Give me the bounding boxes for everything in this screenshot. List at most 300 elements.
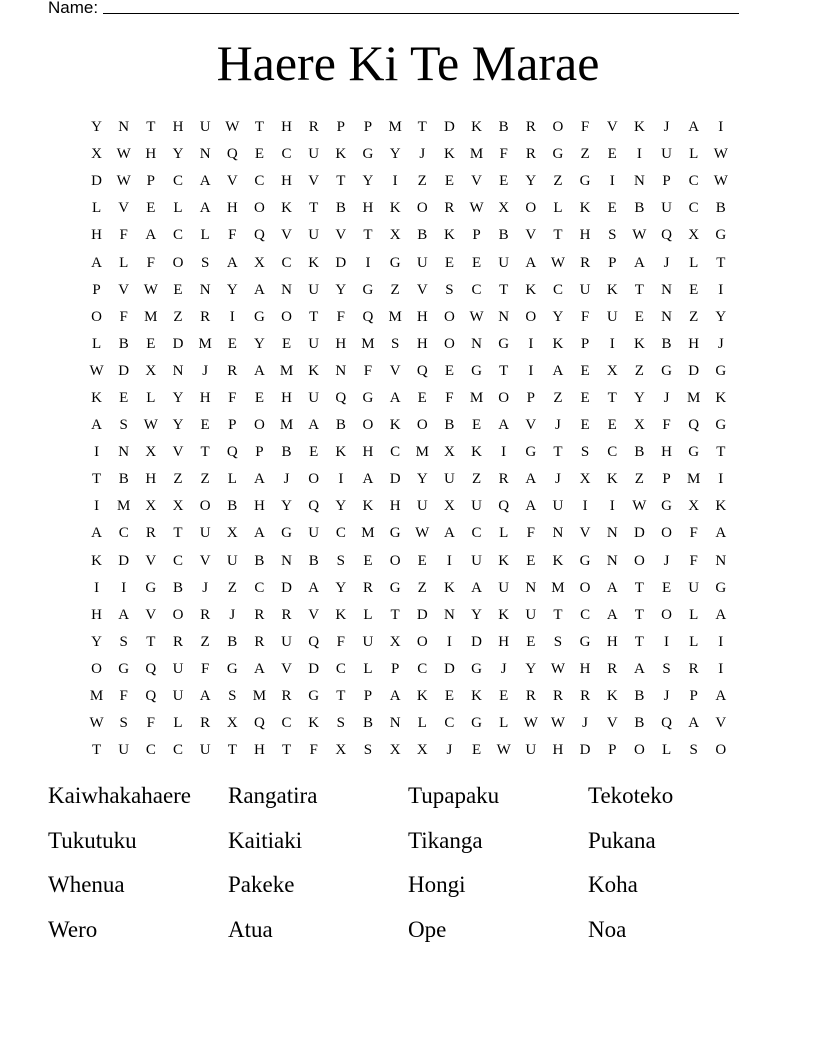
- grid-letter[interactable]: Y: [633, 389, 645, 406]
- grid-letter[interactable]: A: [199, 173, 211, 190]
- grid-letter[interactable]: B: [634, 200, 645, 217]
- grid-letter[interactable]: U: [362, 633, 374, 650]
- grid-letter[interactable]: U: [661, 200, 672, 217]
- grid-letter[interactable]: O: [172, 606, 184, 623]
- grid-letter[interactable]: U: [172, 688, 184, 705]
- grid-letter[interactable]: U: [416, 498, 428, 515]
- grid-letter[interactable]: N: [118, 119, 130, 136]
- grid-letter[interactable]: N: [199, 146, 211, 163]
- grid-letter[interactable]: M: [415, 444, 429, 461]
- grid-letter[interactable]: F: [309, 742, 318, 759]
- grid-letter[interactable]: K: [498, 552, 510, 569]
- grid-letter[interactable]: T: [91, 471, 102, 488]
- grid-letter[interactable]: S: [608, 227, 617, 244]
- grid-letter[interactable]: X: [443, 444, 455, 461]
- grid-letter[interactable]: A: [633, 660, 645, 677]
- grid-letter[interactable]: V: [335, 227, 347, 244]
- grid-letter[interactable]: E: [607, 417, 617, 434]
- grid-letter[interactable]: G: [145, 579, 157, 596]
- grid-letter[interactable]: X: [253, 254, 265, 271]
- grid-letter[interactable]: O: [498, 389, 510, 406]
- grid-letter[interactable]: K: [552, 552, 564, 569]
- grid-letter[interactable]: P: [390, 660, 400, 677]
- grid-letter[interactable]: W: [89, 362, 104, 379]
- grid-letter[interactable]: M: [198, 335, 212, 352]
- grid-letter[interactable]: U: [199, 119, 211, 136]
- grid-letter[interactable]: N: [661, 281, 672, 298]
- grid-letter[interactable]: W: [89, 715, 104, 732]
- grid-letter[interactable]: X: [688, 498, 700, 515]
- grid-letter[interactable]: X: [688, 227, 700, 244]
- grid-letter[interactable]: A: [253, 362, 265, 379]
- grid-letter[interactable]: V: [579, 525, 591, 542]
- grid-letter[interactable]: J: [663, 688, 670, 705]
- grid-letter[interactable]: E: [607, 146, 617, 163]
- grid-letter[interactable]: H: [281, 389, 292, 406]
- grid-letter[interactable]: A: [145, 227, 157, 244]
- grid-letter[interactable]: E: [661, 579, 672, 596]
- grid-letter[interactable]: Y: [253, 335, 265, 352]
- grid-letter[interactable]: E: [227, 335, 237, 352]
- grid-letter[interactable]: R: [254, 633, 265, 650]
- grid-letter[interactable]: F: [526, 525, 535, 542]
- grid-letter[interactable]: R: [525, 688, 536, 705]
- grid-letter[interactable]: G: [715, 579, 727, 596]
- grid-letter[interactable]: K: [606, 281, 618, 298]
- grid-letter[interactable]: I: [609, 335, 615, 352]
- grid-letter[interactable]: V: [145, 606, 157, 623]
- grid-letter[interactable]: W: [632, 227, 647, 244]
- grid-letter[interactable]: O: [443, 335, 455, 352]
- grid-letter[interactable]: R: [525, 119, 536, 136]
- grid-letter[interactable]: W: [116, 173, 131, 190]
- grid-letter[interactable]: D: [688, 362, 700, 379]
- grid-letter[interactable]: W: [550, 660, 566, 677]
- grid-letter[interactable]: J: [500, 660, 507, 677]
- grid-letter[interactable]: A: [389, 389, 401, 406]
- grid-letter[interactable]: Q: [362, 308, 374, 325]
- grid-letter[interactable]: B: [254, 552, 265, 569]
- grid-letter[interactable]: R: [688, 660, 699, 677]
- grid-letter[interactable]: P: [608, 742, 617, 759]
- grid-letter[interactable]: M: [388, 119, 402, 136]
- grid-letter[interactable]: X: [226, 525, 238, 542]
- grid-letter[interactable]: Z: [200, 633, 210, 650]
- grid-letter[interactable]: I: [365, 254, 371, 271]
- grid-letter[interactable]: V: [525, 417, 537, 434]
- grid-letter[interactable]: R: [580, 254, 591, 271]
- grid-letter[interactable]: F: [119, 308, 128, 325]
- grid-letter[interactable]: B: [417, 227, 428, 244]
- grid-letter[interactable]: H: [226, 200, 238, 217]
- grid-letter[interactable]: M: [89, 688, 104, 705]
- grid-letter[interactable]: O: [552, 119, 564, 136]
- grid-letter[interactable]: F: [119, 227, 128, 244]
- grid-letter[interactable]: R: [200, 715, 211, 732]
- grid-letter[interactable]: I: [528, 362, 534, 379]
- grid-letter[interactable]: T: [553, 444, 563, 461]
- grid-letter[interactable]: I: [718, 281, 724, 298]
- grid-letter[interactable]: G: [579, 173, 591, 190]
- grid-letter[interactable]: I: [121, 579, 127, 596]
- grid-letter[interactable]: R: [444, 200, 455, 217]
- grid-letter[interactable]: J: [555, 417, 561, 434]
- grid-letter[interactable]: Q: [145, 688, 157, 705]
- grid-letter[interactable]: Y: [715, 308, 727, 325]
- grid-letter[interactable]: N: [633, 173, 645, 190]
- grid-letter[interactable]: U: [308, 146, 320, 163]
- grid-letter[interactable]: C: [281, 146, 292, 163]
- grid-letter[interactable]: I: [718, 119, 724, 136]
- grid-letter[interactable]: N: [498, 308, 510, 325]
- grid-letter[interactable]: Y: [362, 173, 374, 190]
- grid-letter[interactable]: E: [499, 688, 509, 705]
- grid-letter[interactable]: G: [579, 552, 591, 569]
- grid-letter[interactable]: X: [335, 742, 347, 759]
- grid-letter[interactable]: Q: [308, 633, 320, 650]
- grid-letter[interactable]: E: [309, 444, 319, 461]
- grid-letter[interactable]: T: [634, 281, 644, 298]
- grid-letter[interactable]: X: [389, 633, 401, 650]
- grid-letter[interactable]: O: [253, 417, 265, 434]
- grid-letter[interactable]: A: [715, 606, 727, 623]
- grid-letter[interactable]: G: [362, 281, 374, 298]
- grid-letter[interactable]: B: [281, 444, 292, 461]
- grid-letter[interactable]: I: [501, 444, 507, 461]
- grid-letter[interactable]: Z: [173, 308, 183, 325]
- grid-letter[interactable]: J: [446, 742, 453, 759]
- grid-letter[interactable]: Y: [389, 146, 401, 163]
- grid-letter[interactable]: P: [255, 444, 264, 461]
- grid-letter[interactable]: O: [416, 200, 428, 217]
- grid-letter[interactable]: Q: [226, 146, 238, 163]
- grid-letter[interactable]: G: [498, 335, 510, 352]
- grid-letter[interactable]: B: [498, 119, 509, 136]
- grid-letter[interactable]: Q: [145, 660, 157, 677]
- grid-letter[interactable]: R: [254, 606, 265, 623]
- grid-letter[interactable]: A: [253, 471, 265, 488]
- grid-letter[interactable]: O: [633, 742, 645, 759]
- grid-letter[interactable]: J: [663, 552, 670, 569]
- grid-letter[interactable]: N: [525, 579, 537, 596]
- grid-letter[interactable]: M: [361, 335, 375, 352]
- grid-letter[interactable]: F: [336, 308, 345, 325]
- grid-letter[interactable]: W: [116, 146, 131, 163]
- grid-letter[interactable]: K: [471, 688, 482, 705]
- grid-letter[interactable]: C: [254, 173, 265, 190]
- grid-letter[interactable]: F: [336, 633, 345, 650]
- grid-letter[interactable]: U: [199, 742, 211, 759]
- grid-letter[interactable]: Z: [417, 579, 427, 596]
- grid-letter[interactable]: O: [525, 200, 537, 217]
- grid-letter[interactable]: P: [526, 389, 535, 406]
- grid-letter[interactable]: L: [499, 525, 509, 542]
- grid-letter[interactable]: Z: [634, 362, 644, 379]
- grid-letter[interactable]: W: [143, 417, 158, 434]
- grid-letter[interactable]: E: [580, 417, 590, 434]
- grid-letter[interactable]: E: [444, 173, 454, 190]
- grid-letter[interactable]: H: [145, 471, 157, 488]
- grid-letter[interactable]: H: [281, 119, 292, 136]
- grid-letter[interactable]: E: [417, 552, 427, 569]
- grid-letter[interactable]: F: [580, 119, 590, 136]
- grid-letter[interactable]: M: [117, 498, 131, 515]
- grid-letter[interactable]: X: [443, 498, 455, 515]
- grid-letter[interactable]: A: [525, 254, 537, 271]
- grid-letter[interactable]: A: [525, 471, 537, 488]
- grid-letter[interactable]: G: [661, 362, 672, 379]
- grid-letter[interactable]: C: [688, 173, 699, 190]
- grid-letter[interactable]: E: [444, 688, 454, 705]
- grid-letter[interactable]: I: [609, 498, 615, 515]
- grid-letter[interactable]: U: [172, 660, 184, 677]
- grid-letter[interactable]: O: [199, 498, 211, 515]
- grid-letter[interactable]: K: [498, 606, 510, 623]
- grid-letter[interactable]: C: [607, 444, 618, 461]
- grid-letter[interactable]: S: [119, 417, 128, 434]
- grid-letter[interactable]: E: [417, 389, 427, 406]
- grid-letter[interactable]: Y: [91, 633, 102, 650]
- grid-letter[interactable]: D: [443, 119, 455, 136]
- grid-letter[interactable]: H: [253, 742, 265, 759]
- grid-letter[interactable]: T: [607, 389, 617, 406]
- grid-letter[interactable]: Z: [390, 281, 400, 298]
- grid-letter[interactable]: N: [335, 362, 347, 379]
- grid-letter[interactable]: O: [661, 525, 672, 542]
- grid-letter[interactable]: G: [661, 498, 672, 515]
- grid-letter[interactable]: A: [606, 579, 618, 596]
- grid-letter[interactable]: R: [498, 471, 509, 488]
- grid-letter[interactable]: T: [634, 633, 644, 650]
- grid-letter[interactable]: U: [308, 389, 320, 406]
- grid-letter[interactable]: R: [308, 119, 319, 136]
- grid-letter[interactable]: G: [362, 389, 374, 406]
- grid-letter[interactable]: A: [688, 715, 700, 732]
- grid-letter[interactable]: I: [94, 498, 100, 515]
- grid-letter[interactable]: S: [662, 660, 671, 677]
- grid-letter[interactable]: U: [199, 525, 211, 542]
- grid-letter[interactable]: Q: [308, 498, 320, 515]
- grid-letter[interactable]: Y: [172, 389, 184, 406]
- grid-letter[interactable]: H: [389, 498, 401, 515]
- grid-letter[interactable]: K: [443, 579, 455, 596]
- grid-letter[interactable]: X: [145, 498, 157, 515]
- grid-letter[interactable]: Z: [689, 308, 699, 325]
- grid-letter[interactable]: A: [118, 606, 130, 623]
- grid-letter[interactable]: X: [498, 200, 510, 217]
- grid-letter[interactable]: B: [335, 417, 346, 434]
- grid-letter[interactable]: E: [254, 146, 264, 163]
- grid-letter[interactable]: A: [91, 525, 102, 542]
- grid-letter[interactable]: T: [336, 688, 346, 705]
- grid-letter[interactable]: E: [689, 281, 699, 298]
- grid-letter[interactable]: S: [689, 742, 698, 759]
- grid-letter[interactable]: U: [308, 335, 320, 352]
- grid-letter[interactable]: K: [715, 498, 727, 515]
- grid-letter[interactable]: H: [362, 444, 374, 461]
- grid-letter[interactable]: C: [471, 525, 482, 542]
- grid-letter[interactable]: H: [281, 173, 292, 190]
- grid-letter[interactable]: E: [580, 362, 590, 379]
- grid-letter[interactable]: Z: [553, 173, 563, 190]
- grid-letter[interactable]: N: [661, 308, 672, 325]
- grid-letter[interactable]: I: [338, 471, 344, 488]
- grid-letter[interactable]: O: [579, 579, 591, 596]
- grid-letter[interactable]: K: [308, 254, 320, 271]
- grid-letter[interactable]: Y: [226, 281, 238, 298]
- grid-letter[interactable]: B: [227, 498, 238, 515]
- grid-letter[interactable]: C: [688, 200, 699, 217]
- grid-letter[interactable]: C: [444, 715, 455, 732]
- grid-letter[interactable]: N: [389, 715, 401, 732]
- grid-letter[interactable]: F: [146, 715, 156, 732]
- grid-letter[interactable]: V: [118, 200, 130, 217]
- grid-letter[interactable]: N: [281, 281, 292, 298]
- grid-letter[interactable]: Q: [253, 715, 265, 732]
- grid-letter[interactable]: C: [390, 444, 401, 461]
- grid-letter[interactable]: U: [471, 498, 482, 515]
- grid-letter[interactable]: L: [689, 606, 699, 623]
- grid-letter[interactable]: T: [553, 606, 563, 623]
- grid-letter[interactable]: Y: [471, 606, 482, 623]
- grid-letter[interactable]: W: [550, 715, 566, 732]
- grid-letter[interactable]: D: [118, 362, 130, 379]
- grid-letter[interactable]: U: [498, 579, 510, 596]
- grid-letter[interactable]: P: [363, 119, 373, 136]
- grid-letter[interactable]: D: [335, 254, 347, 271]
- grid-letter[interactable]: G: [389, 254, 401, 271]
- grid-letter[interactable]: S: [119, 715, 128, 732]
- grid-letter[interactable]: S: [200, 254, 210, 271]
- grid-letter[interactable]: U: [525, 742, 537, 759]
- grid-letter[interactable]: I: [718, 633, 724, 650]
- grid-letter[interactable]: M: [469, 146, 484, 163]
- grid-letter[interactable]: E: [526, 633, 536, 650]
- grid-letter[interactable]: N: [118, 444, 130, 461]
- grid-letter[interactable]: F: [363, 362, 373, 379]
- grid-letter[interactable]: L: [553, 200, 563, 217]
- grid-letter[interactable]: Y: [335, 281, 347, 298]
- grid-letter[interactable]: M: [252, 688, 267, 705]
- grid-letter[interactable]: Z: [227, 579, 237, 596]
- grid-letter[interactable]: Z: [417, 173, 427, 190]
- grid-letter[interactable]: X: [416, 742, 428, 759]
- grid-letter[interactable]: G: [253, 308, 265, 325]
- grid-letter[interactable]: Y: [416, 471, 428, 488]
- grid-letter[interactable]: S: [336, 552, 345, 569]
- grid-letter[interactable]: D: [308, 660, 320, 677]
- grid-letter[interactable]: C: [552, 281, 563, 298]
- grid-letter[interactable]: V: [199, 552, 211, 569]
- grid-letter[interactable]: H: [416, 335, 428, 352]
- grid-letter[interactable]: L: [689, 254, 699, 271]
- grid-letter[interactable]: E: [173, 281, 183, 298]
- grid-letter[interactable]: U: [226, 552, 238, 569]
- grid-letter[interactable]: I: [94, 444, 100, 461]
- grid-letter[interactable]: Y: [172, 146, 184, 163]
- grid-letter[interactable]: E: [607, 200, 617, 217]
- grid-letter[interactable]: I: [446, 552, 452, 569]
- grid-letter[interactable]: E: [471, 742, 482, 759]
- grid-letter[interactable]: E: [254, 389, 264, 406]
- grid-letter[interactable]: T: [146, 633, 156, 650]
- grid-letter[interactable]: V: [471, 173, 482, 190]
- grid-letter[interactable]: M: [551, 579, 565, 596]
- grid-letter[interactable]: W: [550, 254, 566, 271]
- grid-letter[interactable]: G: [688, 444, 700, 461]
- grid-letter[interactable]: H: [145, 146, 157, 163]
- grid-letter[interactable]: G: [471, 362, 482, 379]
- grid-letter[interactable]: L: [173, 200, 183, 217]
- grid-letter[interactable]: Q: [661, 715, 672, 732]
- grid-letter[interactable]: U: [661, 146, 672, 163]
- grid-letter[interactable]: B: [118, 335, 129, 352]
- grid-letter[interactable]: A: [308, 417, 320, 434]
- grid-letter[interactable]: W: [496, 742, 511, 759]
- grid-letter[interactable]: B: [634, 688, 645, 705]
- grid-letter[interactable]: F: [662, 417, 671, 434]
- grid-letter[interactable]: H: [335, 335, 347, 352]
- grid-letter[interactable]: R: [227, 362, 238, 379]
- grid-letter[interactable]: W: [713, 173, 728, 190]
- grid-letter[interactable]: H: [606, 633, 618, 650]
- grid-letter[interactable]: G: [471, 660, 482, 677]
- grid-letter[interactable]: R: [607, 660, 618, 677]
- grid-letter[interactable]: D: [118, 552, 130, 569]
- grid-letter[interactable]: B: [634, 444, 645, 461]
- grid-letter[interactable]: G: [226, 660, 238, 677]
- grid-letter[interactable]: P: [92, 281, 101, 298]
- grid-letter[interactable]: A: [199, 200, 211, 217]
- grid-letter[interactable]: Z: [173, 471, 183, 488]
- grid-letter[interactable]: F: [119, 688, 128, 705]
- grid-letter[interactable]: Q: [335, 389, 347, 406]
- grid-letter[interactable]: W: [523, 715, 538, 732]
- grid-letter[interactable]: O: [389, 552, 401, 569]
- grid-letter[interactable]: O: [661, 606, 672, 623]
- grid-letter[interactable]: J: [283, 471, 290, 488]
- grid-letter[interactable]: L: [173, 715, 183, 732]
- grid-letter[interactable]: K: [443, 146, 455, 163]
- grid-letter[interactable]: R: [200, 606, 211, 623]
- grid-letter[interactable]: A: [715, 525, 727, 542]
- name-field[interactable]: [48, 0, 739, 18]
- grid-letter[interactable]: M: [279, 362, 294, 379]
- grid-letter[interactable]: P: [689, 688, 698, 705]
- grid-letter[interactable]: X: [172, 498, 184, 515]
- grid-letter[interactable]: O: [443, 308, 455, 325]
- grid-letter[interactable]: K: [606, 471, 618, 488]
- grid-letter[interactable]: X: [389, 742, 401, 759]
- grid-letter[interactable]: D: [172, 335, 184, 352]
- grid-letter[interactable]: F: [689, 552, 698, 569]
- grid-letter[interactable]: B: [661, 335, 672, 352]
- grid-letter[interactable]: H: [688, 335, 700, 352]
- grid-letter[interactable]: E: [580, 389, 590, 406]
- grid-letter[interactable]: R: [362, 579, 373, 596]
- grid-letter[interactable]: R: [525, 146, 536, 163]
- grid-letter[interactable]: U: [416, 254, 428, 271]
- grid-letter[interactable]: I: [718, 660, 724, 677]
- grid-letter[interactable]: C: [417, 660, 428, 677]
- grid-letter[interactable]: U: [308, 281, 320, 298]
- grid-letter[interactable]: L: [119, 254, 129, 271]
- grid-letter[interactable]: G: [308, 688, 320, 705]
- grid-letter[interactable]: U: [281, 633, 292, 650]
- grid-letter[interactable]: K: [715, 389, 727, 406]
- grid-letter[interactable]: T: [634, 579, 644, 596]
- grid-letter[interactable]: K: [471, 444, 482, 461]
